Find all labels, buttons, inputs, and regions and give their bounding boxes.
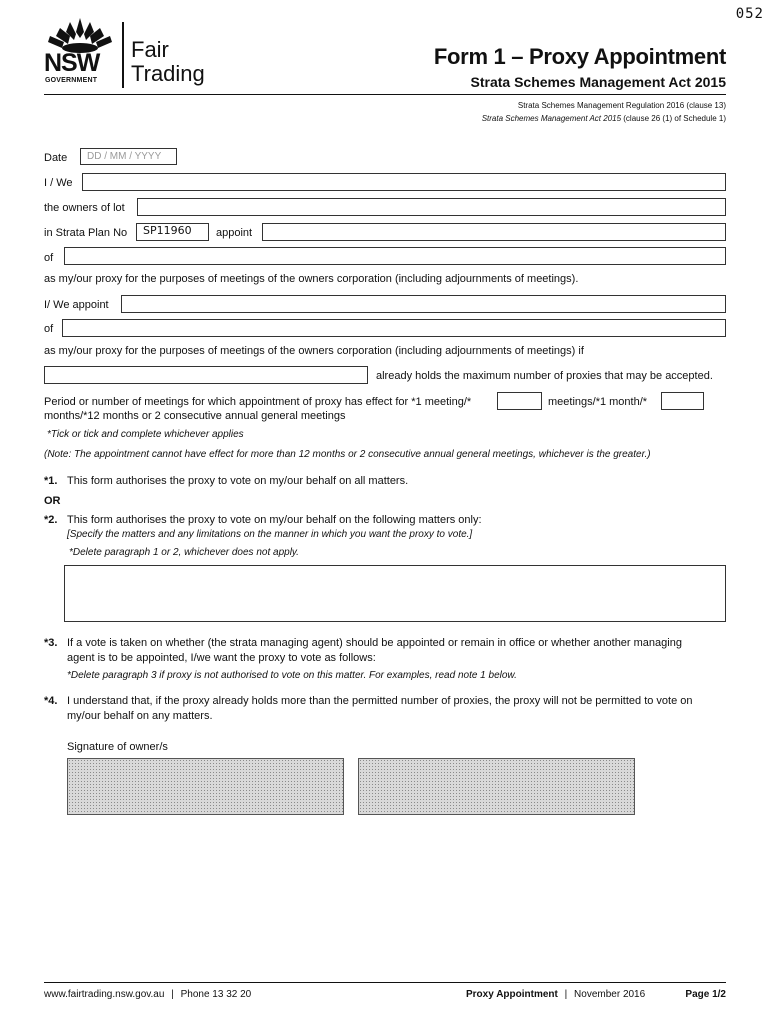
signature-box-2[interactable] [358,758,635,815]
clause-3-number: *3. [44,637,58,649]
footer-sep-2: | [564,989,568,1000]
footer-phone: Phone 13 32 20 [180,989,252,1000]
form-subtitle: Strata Schemes Management Act 2015 [470,74,726,90]
proxy-text-1: as my/our proxy for the purposes of meetings of the owners corporation (including adjournments of meetings). [44,273,579,285]
owners-lot-label: the owners of lot [44,202,125,214]
proxy-name-field[interactable] [262,223,726,241]
signature-box-1[interactable] [67,758,344,815]
clause-2-text: This form authorises the proxy to vote on my/our behalf on the following matters only: [67,514,482,526]
footer-left [44,989,251,1000]
logo-divider [122,22,124,88]
period-text-1b: meetings/*1 month/* [548,396,648,408]
strata-plan-value: SP11960 [143,224,192,237]
clause-4-line-2: my/our behalf on any matters. [67,710,213,722]
logo-trading: Trading [131,61,205,86]
strata-plan-label: in Strata Plan No [44,227,128,239]
clause-3-line-2: agent is to be appointed, I/we want the proxy to vote as follows: [67,652,376,664]
clause-4-line-1: I understand that, if the proxy already holds more than the permitted number of proxies, the proxy will not be permitted to vote on [67,695,693,707]
already-holds-text: already holds the maximum number of proxies that may be accepted. [376,370,713,382]
alt-proxy-name-field[interactable] [121,295,726,313]
iwe-appoint-label: I/ We appoint [44,299,109,311]
logo-nsw: NSW [44,49,100,77]
owner-name-field[interactable] [82,173,726,191]
logo-government: GOVERNMENT [45,77,98,84]
footer-sep-1: | [171,989,174,1000]
appointment-note: (Note: The appointment cannot have effect for more than 12 months or 2 consecutive annual general meetings, whichever is the greater.) [44,449,651,460]
form-title: Form 1 – Proxy Appointment [433,44,726,69]
matters-textarea[interactable] [64,565,726,622]
strata-plan-field[interactable] [136,223,209,241]
waratah-icon [44,14,116,54]
date-label: Date [44,152,68,164]
footer-form-name: Proxy Appointment [466,989,558,1000]
footer-website: www.fairtrading.nsw.gov.au [44,989,165,1000]
clause-2-note-2: *Delete paragraph 1 or 2, whichever does not apply. [69,547,299,558]
lot-number-field[interactable] [137,198,726,216]
period-text-2: months/*12 months or 2 consecutive annual general meetings [44,410,346,422]
proxy-text-2: as my/our proxy for the purposes of meetings of the owners corporation (including adjournments of meetings) if [44,345,584,357]
condition-name-field[interactable] [44,366,368,384]
logo-fair: Fair [131,37,169,62]
months-count-field[interactable] [661,392,704,410]
clause-4-number: *4. [44,695,58,707]
proxy-address-field[interactable] [64,247,726,265]
footer-page: Page 1/2 [685,989,726,1000]
alt-proxy-address-field[interactable] [62,319,726,337]
date-field[interactable] [80,148,177,165]
iwe-label: I / We [44,177,73,189]
act-ref-italic: Strata Schemes Management Act 2015 [481,114,622,123]
meetings-count-field[interactable] [497,392,542,410]
clause-3-note: *Delete paragraph 3 if proxy is not authorised to vote on this matter. For examples, read note 1 below. [67,670,517,681]
regulation-ref: Strata Schemes Management Regulation 2016 (clause 13) [517,101,726,110]
period-text-1a: Period or number of meetings for which appointment of proxy has effect for *1 meeting/* [44,396,472,408]
footer-middle [466,989,645,1000]
act-ref [482,114,726,123]
tick-note: *Tick or tick and complete whichever applies [47,429,244,440]
or-label: OR [44,495,61,507]
footer-rule [44,982,726,983]
nsw-logo [44,14,234,94]
page-number: 052 [735,6,764,22]
of-label-1: of [44,252,54,264]
act-ref-rest: (clause 26 (1) of Schedule 1) [621,114,726,123]
signature-label: Signature of owner/s [67,741,168,753]
date-placeholder: DD / MM / YYYY [87,151,162,162]
clause-3-line-1: If a vote is taken on whether (the strata managing agent) should be appointed or remain in office or whether another managing [67,637,682,649]
appoint-label: appoint [216,227,253,239]
clause-1-number: *1. [44,475,58,487]
clause-2-note-1: [Specify the matters and any limitations on the manner in which you want the proxy to vote.] [67,529,473,540]
of-label-2: of [44,323,54,335]
footer-date: November 2016 [574,989,646,1000]
clause-1-text: This form authorises the proxy to vote on my/our behalf on all matters. [67,475,409,487]
clause-2-number: *2. [44,514,58,526]
header-rule [44,94,726,95]
